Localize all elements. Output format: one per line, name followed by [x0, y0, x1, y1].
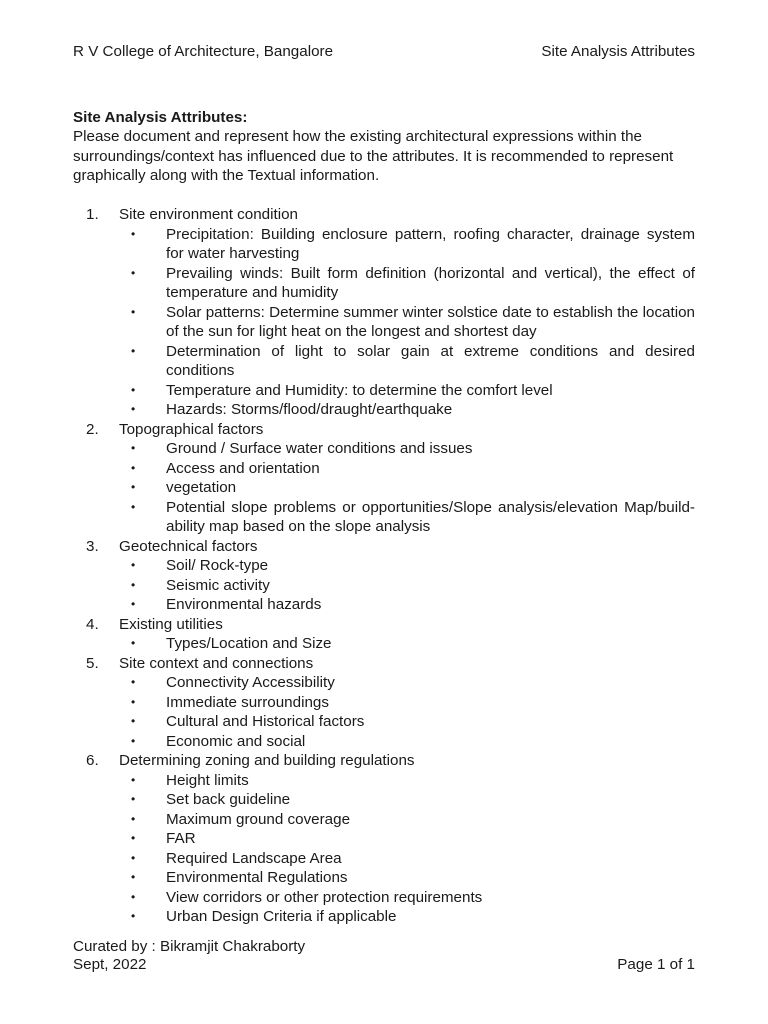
bullet-icon: • [131, 480, 136, 494]
section-number: 4. [86, 615, 99, 633]
bullet-list [73, 634, 695, 654]
list-item [73, 595, 695, 615]
list-item [73, 303, 695, 342]
list-item [73, 888, 695, 908]
section-heading [73, 654, 695, 674]
section-heading [73, 537, 695, 557]
footer-page-number: Page 1 of 1 [617, 956, 695, 973]
section-heading [73, 205, 695, 225]
list-item [73, 693, 695, 713]
bullet-icon: • [131, 714, 136, 728]
list-item-text: Solar patterns: Determine summer winter solstice date to establish the location of the sun for light heat on the longest and shortest day [166, 303, 695, 340]
bullet-icon: • [131, 558, 136, 572]
bullet-list [73, 771, 695, 927]
section-heading [73, 751, 695, 771]
list-item-text: View corridors or other protection requirements [166, 888, 483, 906]
list-item [73, 264, 695, 303]
section-number: 2. [86, 420, 99, 438]
bullet-icon: • [131, 304, 136, 319]
list-section [73, 751, 695, 927]
section-label: Existing utilities [119, 615, 223, 633]
list-item-text: Temperature and Humidity: to determine the comfort level [166, 381, 553, 399]
section-heading [73, 420, 695, 440]
list-item-text: Types/Location and Size [166, 635, 332, 652]
bullet-list [73, 556, 695, 615]
bullet-list [73, 673, 695, 751]
section-label: Geotechnical factors [119, 537, 258, 555]
list-item-text: Immediate surroundings [166, 693, 329, 711]
bullet-icon: • [131, 460, 136, 475]
list-item [73, 556, 695, 576]
list-item [73, 790, 695, 810]
bullet-icon: • [131, 597, 136, 611]
list-item [73, 732, 695, 752]
section-label: Site environment condition [119, 206, 298, 223]
list-item-text: Environmental hazards [166, 596, 322, 613]
intro-paragraph: Please document and represent how the existing architectural expressions within the surroundings/context has influenced due to the attributes. It is recommended to represent graphically along with the Textual information. [73, 128, 674, 185]
list-item-text: Cultural and Historical factors [166, 713, 365, 730]
bullet-icon: • [131, 636, 136, 650]
page-header [73, 42, 695, 61]
bullet-list [73, 439, 695, 537]
bullet-icon: • [131, 499, 136, 514]
section-number: 1. [86, 206, 99, 223]
list-item-text: Hazards: Storms/flood/draught/earthquake [166, 401, 453, 418]
header-doc-title: Site Analysis Attributes [541, 43, 695, 60]
bullet-icon: • [131, 382, 136, 397]
list-item-text: Soil/ Rock-type [166, 557, 269, 574]
list-item [73, 712, 695, 732]
bullet-icon: • [131, 831, 136, 845]
list-item [73, 478, 695, 498]
page-footer [73, 955, 695, 974]
list-item [73, 576, 695, 596]
list-section [73, 205, 695, 420]
list-item [73, 439, 695, 459]
list-item-text: Determination of light to solar gain at extreme conditions and desired conditions [166, 342, 695, 379]
bullet-icon: • [131, 889, 136, 904]
list-item-text: FAR [166, 830, 196, 847]
list-section [73, 615, 695, 654]
bullet-icon: • [131, 343, 136, 358]
list-item-text: Potential slope problems or opportunities/Slope analysis/elevation Map/build-ability map based on the slope analysis [166, 498, 695, 535]
list-item [73, 868, 695, 888]
list-item [73, 634, 695, 654]
section-label: Topographical factors [119, 420, 264, 438]
list-item-text: Access and orientation [166, 459, 320, 477]
bullet-icon: • [131, 909, 136, 923]
list-item [73, 498, 695, 537]
list-item-text: Height limits [166, 771, 249, 789]
list-item-text: Maximum ground coverage [166, 810, 351, 828]
list-item [73, 810, 695, 830]
list-item [73, 673, 695, 693]
bullet-icon: • [131, 733, 136, 748]
section-number: 3. [86, 537, 99, 555]
list-section [73, 537, 695, 615]
list-item [73, 225, 695, 264]
bullet-list [73, 225, 695, 420]
bullet-icon: • [131, 850, 136, 865]
section-heading [73, 615, 695, 635]
section-label: Site context and connections [119, 654, 314, 672]
bullet-icon: • [131, 772, 136, 787]
bullet-icon: • [131, 577, 136, 592]
list-item-text: Ground / Surface water conditions and issues [166, 440, 473, 457]
section-number: 5. [86, 654, 99, 672]
footer-date: Sept, 2022 [73, 956, 147, 973]
list-item [73, 771, 695, 791]
list-item [73, 907, 695, 927]
list-item-text: Urban Design Criteria if applicable [166, 908, 397, 925]
header-institution: R V College of Architecture, Bangalore [73, 43, 334, 60]
bullet-icon: • [131, 870, 136, 884]
list-item [73, 829, 695, 849]
list-section [73, 654, 695, 752]
list-item [73, 849, 695, 869]
attribute-list [73, 205, 695, 927]
list-item-text: Connectivity Accessibility [166, 674, 335, 691]
list-item-text: Prevailing winds: Built form definition (horizontal and vertical), the effect of temperature and humidity [166, 264, 695, 301]
bullet-icon: • [131, 441, 136, 455]
list-item [73, 459, 695, 479]
bullet-icon: • [131, 402, 136, 416]
list-section [73, 420, 695, 537]
bullet-icon: • [131, 226, 136, 241]
list-item-text: Required Landscape Area [166, 849, 342, 867]
section-label: Determining zoning and building regulations [119, 752, 415, 769]
bullet-icon: • [131, 265, 136, 280]
document-title: Site Analysis Attributes: [73, 109, 248, 126]
list-item-text: Seismic activity [166, 576, 270, 594]
section-number: 6. [86, 752, 99, 769]
list-item-text: vegetation [166, 479, 237, 496]
list-item [73, 400, 695, 420]
list-item-text: Environmental Regulations [166, 869, 348, 886]
list-item [73, 381, 695, 401]
bullet-icon: • [131, 811, 136, 826]
bullet-icon: • [131, 792, 136, 806]
list-item-text: Precipitation: Building enclosure pattern, roofing character, drainage system for water harvesting [166, 225, 695, 262]
list-item [73, 342, 695, 381]
footer-curated: Curated by : Bikramjit Chakraborty [73, 938, 306, 955]
list-item-text: Economic and social [166, 732, 306, 750]
bullet-icon: • [131, 675, 136, 689]
list-item-text: Set back guideline [166, 791, 291, 808]
bullet-icon: • [131, 694, 136, 709]
